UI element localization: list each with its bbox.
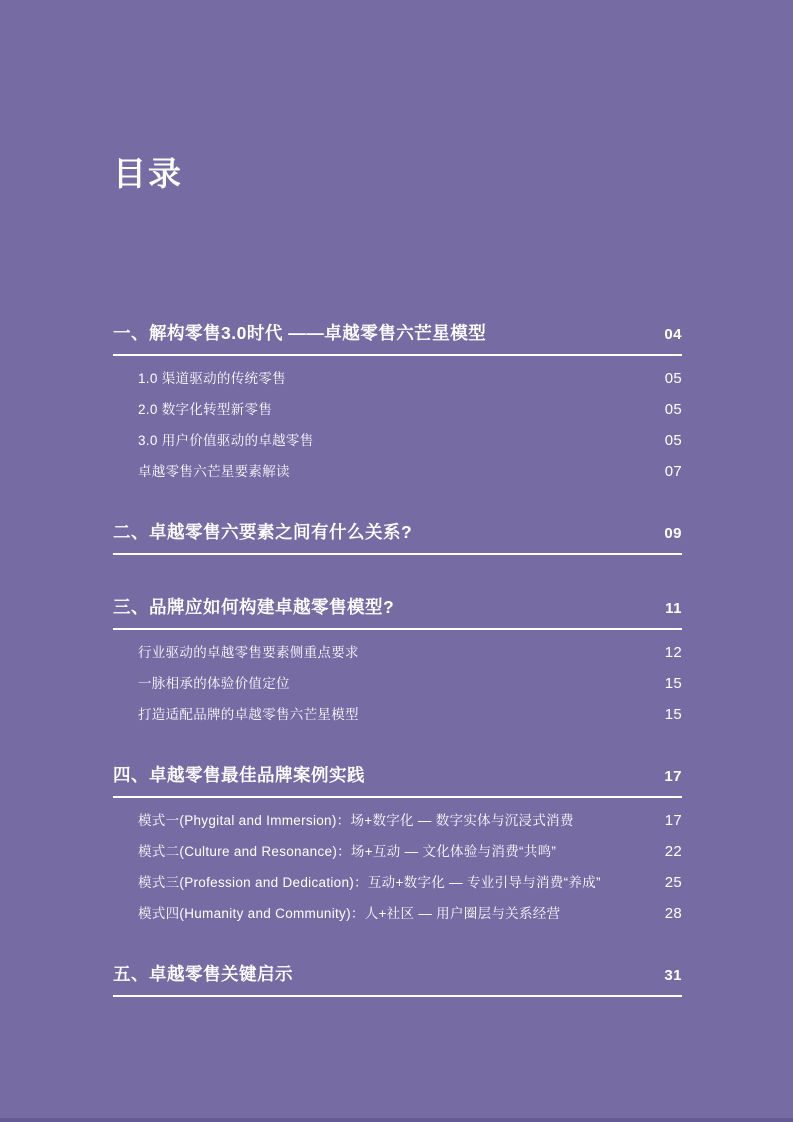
- toc-item-row[interactable]: [113, 844, 682, 860]
- toc-item-page: 05: [664, 370, 682, 387]
- toc-item-page: 12: [664, 644, 682, 661]
- toc-section-title: 四、卓越零售最佳品牌案例实践: [113, 765, 365, 785]
- toc-section-page: 31: [664, 967, 682, 984]
- toc-item-row[interactable]: [113, 707, 682, 723]
- toc-item-page: 22: [664, 843, 682, 860]
- toc-section-row[interactable]: [113, 597, 682, 619]
- page-title: 目录: [113, 155, 183, 192]
- toc-section-page: 17: [664, 768, 682, 785]
- toc-section-title: 五、卓越零售关键启示: [113, 964, 293, 984]
- toc-section-row[interactable]: [113, 323, 682, 345]
- toc-item-label: 模式二(Culture and Resonance)：场+互动 — 文化体验与消费“共鸣”: [138, 844, 557, 859]
- toc-item-label: 模式三(Profession and Dedication)：互动+数字化 — 专业引导与消费“养成”: [138, 875, 601, 890]
- toc-section-page: 09: [664, 525, 682, 542]
- toc-item-list: [113, 645, 682, 723]
- toc-item-label: 模式一(Phygital and Immersion)：场+数字化 — 数字实体与沉浸式消费: [138, 813, 574, 828]
- toc-item-row[interactable]: [113, 813, 682, 829]
- toc: [113, 323, 682, 997]
- toc-section: [113, 323, 682, 480]
- toc-section-title: 二、卓越零售六要素之间有什么关系?: [113, 522, 413, 542]
- toc-section: [113, 765, 682, 922]
- toc-item-page: 25: [664, 874, 682, 891]
- toc-section-title: 一、解构零售3.0时代 ——卓越零售六芒星模型: [113, 323, 487, 343]
- toc-section: [113, 522, 682, 555]
- toc-item-page: 05: [664, 401, 682, 418]
- page-bottom-edge: [0, 1118, 793, 1122]
- toc-item-row[interactable]: [113, 906, 682, 922]
- section-rule: [113, 354, 682, 356]
- toc-content: [113, 0, 682, 997]
- toc-item-row[interactable]: [113, 464, 682, 480]
- toc-section-page: 04: [664, 326, 682, 343]
- toc-item-row[interactable]: [113, 402, 682, 418]
- toc-section: [113, 597, 682, 723]
- section-rule: [113, 628, 682, 630]
- toc-item-row[interactable]: [113, 645, 682, 661]
- toc-item-row[interactable]: [113, 371, 682, 387]
- toc-item-row[interactable]: [113, 676, 682, 692]
- toc-item-page: 07: [664, 463, 682, 480]
- toc-item-label: 一脉相承的体验价值定位: [138, 676, 290, 691]
- toc-section-row[interactable]: [113, 964, 682, 986]
- toc-section: [113, 964, 682, 997]
- toc-item-label: 2.0 数字化转型新零售: [138, 402, 273, 417]
- toc-item-page: 15: [664, 675, 682, 692]
- toc-item-page: 17: [664, 812, 682, 829]
- toc-item-page: 05: [664, 432, 682, 449]
- toc-item-label: 模式四(Humanity and Community)：人+社区 — 用户圈层与关系经营: [138, 906, 561, 921]
- toc-section-row[interactable]: [113, 765, 682, 787]
- toc-section-title: 三、品牌应如何构建卓越零售模型?: [113, 597, 395, 617]
- toc-section-row[interactable]: [113, 522, 682, 544]
- toc-item-page: 15: [664, 706, 682, 723]
- toc-item-page: 28: [664, 905, 682, 922]
- section-rule: [113, 995, 682, 997]
- toc-item-label: 3.0 用户价值驱动的卓越零售: [138, 433, 314, 448]
- toc-item-row[interactable]: [113, 875, 682, 891]
- toc-item-label: 打造适配品牌的卓越零售六芒星模型: [138, 707, 359, 722]
- section-rule: [113, 796, 682, 798]
- toc-item-label: 卓越零售六芒星要素解读: [138, 464, 290, 479]
- toc-item-label: 行业驱动的卓越零售要素侧重点要求: [138, 645, 359, 660]
- toc-item-list: [113, 813, 682, 922]
- toc-section-page: 11: [665, 600, 682, 617]
- toc-item-label: 1.0 渠道驱动的传统零售: [138, 371, 286, 386]
- section-rule: [113, 553, 682, 555]
- toc-item-row[interactable]: [113, 433, 682, 449]
- toc-item-list: [113, 371, 682, 480]
